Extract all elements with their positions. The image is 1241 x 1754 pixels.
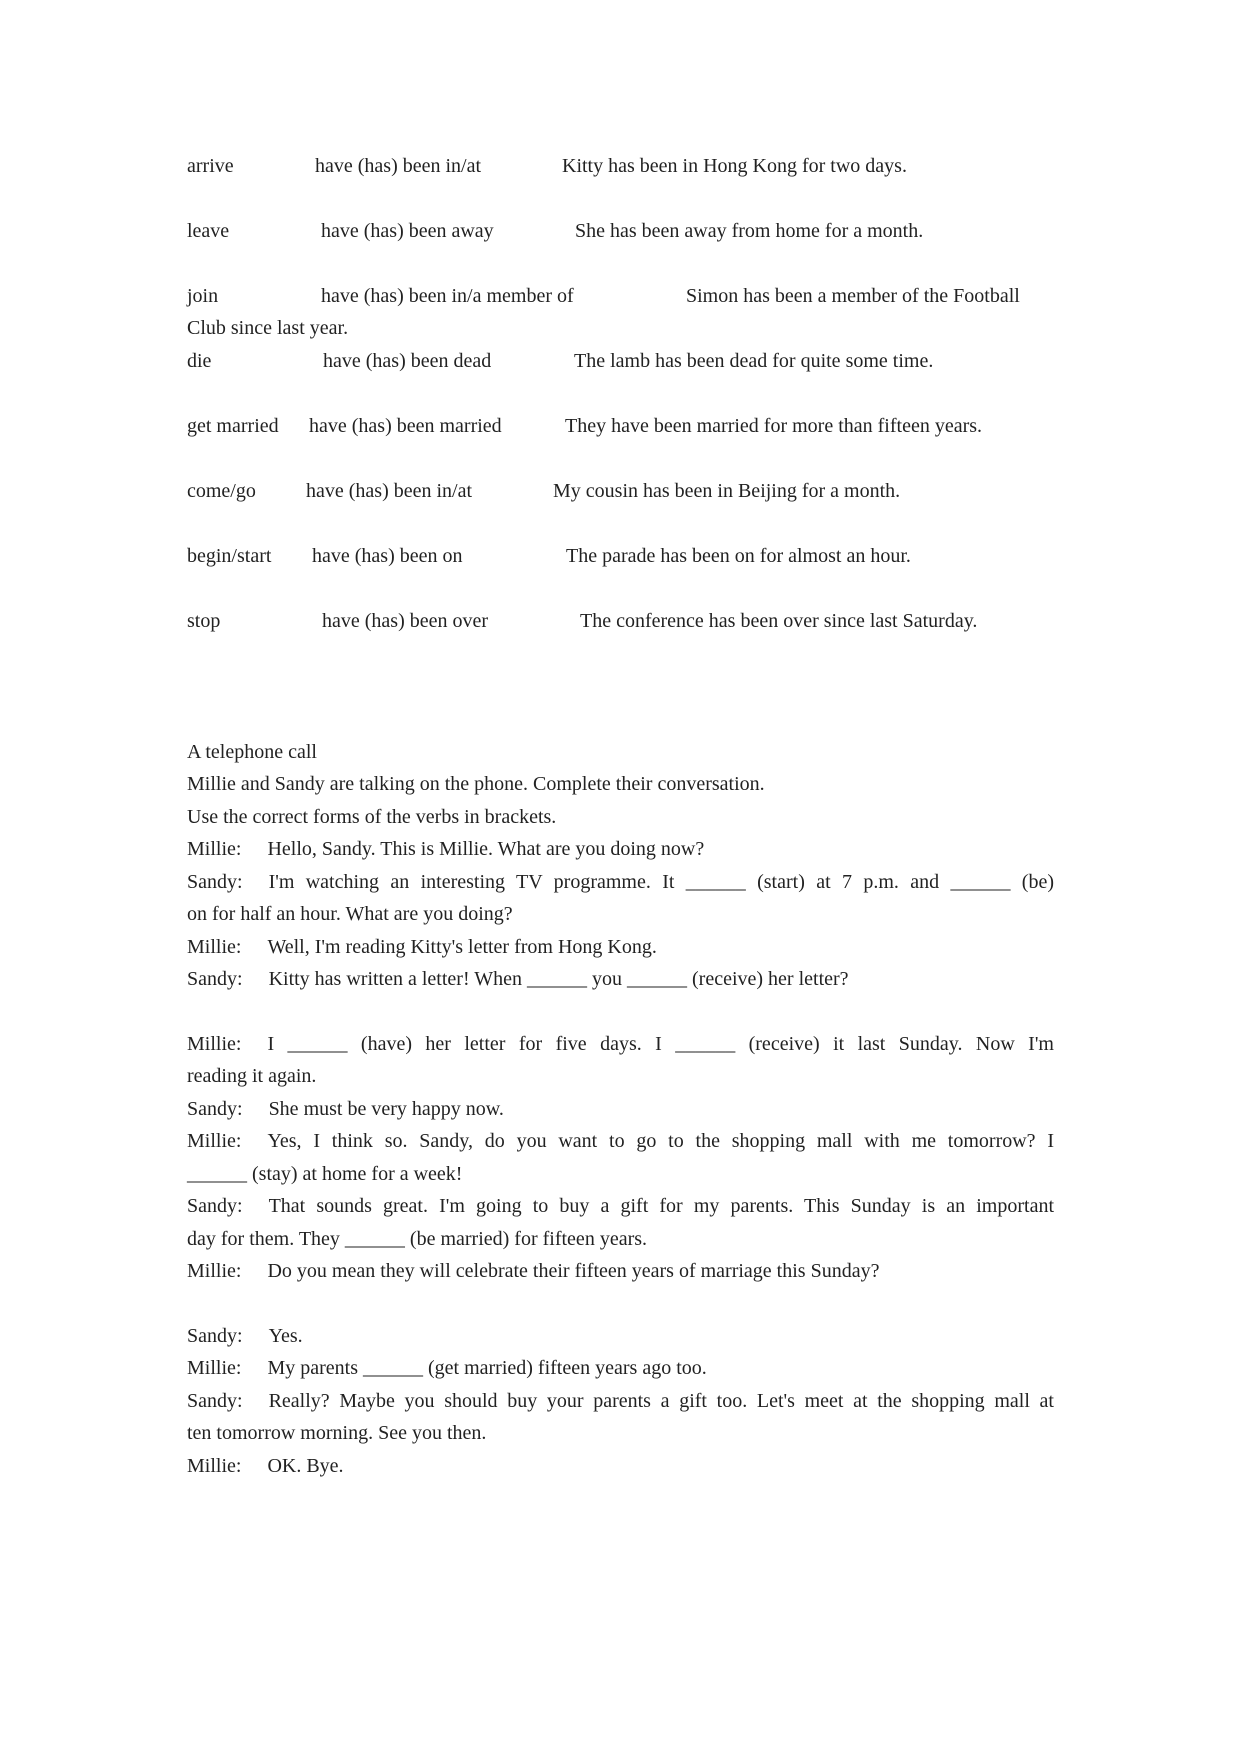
dialogue-text: day for them. They ______ (be married) for fifteen years. bbox=[187, 1228, 648, 1250]
dialogue-text: I'm watching an interesting TV programme. It ______ (start) at 7 p.m. and ______ (be) bbox=[268, 871, 1054, 893]
verb-row bbox=[0, 214, 1241, 248]
verb-cell: die bbox=[187, 350, 212, 372]
example-cell-continued: Club since last year. bbox=[187, 317, 349, 339]
dialogue-text: My parents ______ (get married) fifteen years ago too. bbox=[267, 1357, 707, 1379]
dialogue-text: Yes, I think so. Sandy, do you want to go to the shopping mall with me tomorrow? I bbox=[267, 1130, 1054, 1152]
example-cell: Kitty has been in Hong Kong for two days. bbox=[562, 155, 907, 177]
verb-row bbox=[0, 344, 1241, 378]
dialogue-line-continued bbox=[187, 1158, 1054, 1190]
verb-row-continuation bbox=[0, 311, 1241, 345]
example-cell: The conference has been over since last Saturday. bbox=[580, 610, 978, 632]
verb-cell: join bbox=[187, 285, 219, 307]
dialogue-line bbox=[187, 1190, 1054, 1222]
dialogue-text: reading it again. bbox=[187, 1065, 317, 1087]
verb-row bbox=[0, 279, 1241, 313]
dialogue-text: Yes. bbox=[268, 1325, 303, 1347]
speaker-label: Sandy: bbox=[187, 1195, 243, 1217]
phrase-cell: have (has) been dead bbox=[323, 350, 492, 372]
exercise-instruction: Millie and Sandy are talking on the phone. Complete their conversation. bbox=[187, 773, 765, 795]
dialogue-line bbox=[187, 1320, 1054, 1352]
phrase-cell: have (has) been away bbox=[321, 220, 494, 242]
verb-row bbox=[0, 409, 1241, 443]
dialogue-line bbox=[187, 1255, 1054, 1287]
dialogue-line-continued bbox=[187, 1223, 1054, 1255]
phrase-cell: have (has) been over bbox=[322, 610, 489, 632]
verb-cell: get married bbox=[187, 415, 279, 437]
verb-cell: leave bbox=[187, 220, 230, 242]
phrase-cell: have (has) been in/a member of bbox=[321, 285, 574, 307]
dialogue-line bbox=[187, 931, 1054, 963]
speaker-label: Millie: bbox=[187, 1033, 242, 1055]
verb-row bbox=[0, 149, 1241, 183]
dialogue-line bbox=[187, 1385, 1054, 1417]
dialogue-text: She must be very happy now. bbox=[268, 1098, 504, 1120]
dialogue-line bbox=[187, 1028, 1054, 1060]
phrase-cell: have (has) been married bbox=[309, 415, 502, 437]
example-cell: My cousin has been in Beijing for a month. bbox=[553, 480, 901, 502]
exercise-title: A telephone call bbox=[187, 741, 317, 763]
verb-cell: begin/start bbox=[187, 545, 272, 567]
dialogue-text: Hello, Sandy. This is Millie. What are you doing now? bbox=[267, 838, 705, 860]
verb-cell: come/go bbox=[187, 480, 256, 502]
speaker-label: Sandy: bbox=[187, 968, 243, 990]
verb-row bbox=[0, 604, 1241, 638]
verb-cell: arrive bbox=[187, 155, 234, 177]
dialogue-line-continued bbox=[187, 1060, 1054, 1092]
dialogue-text: ten tomorrow morning. See you then. bbox=[187, 1422, 487, 1444]
dialogue-line bbox=[187, 963, 1054, 995]
dialogue-line-continued bbox=[187, 1417, 1054, 1449]
dialogue-line bbox=[187, 866, 1054, 898]
dialogue-text: Kitty has written a letter! When ______ you ______ (receive) her letter? bbox=[268, 968, 849, 990]
speaker-label: Sandy: bbox=[187, 871, 243, 893]
verb-row bbox=[0, 539, 1241, 573]
dialogue-text: That sounds great. I'm going to buy a gift for my parents. This Sunday is an important bbox=[268, 1195, 1054, 1217]
dialogue-line-continued bbox=[187, 898, 1054, 930]
example-cell: The lamb has been dead for quite some time. bbox=[574, 350, 934, 372]
example-cell: Simon has been a member of the Football bbox=[686, 285, 1020, 307]
speaker-label: Millie: bbox=[187, 1130, 242, 1152]
exercise-instruction: Use the correct forms of the verbs in brackets. bbox=[187, 806, 557, 828]
dialogue-text: ______ (stay) at home for a week! bbox=[187, 1163, 463, 1185]
example-cell: They have been married for more than fifteen years. bbox=[565, 415, 983, 437]
speaker-label: Millie: bbox=[187, 1357, 242, 1379]
dialogue-text: I ______ (have) her letter for five days. I ______ (receive) it last Sunday. Now I'm bbox=[267, 1033, 1054, 1055]
dialogue-line bbox=[187, 1125, 1054, 1157]
speaker-label: Millie: bbox=[187, 1260, 242, 1282]
speaker-label: Millie: bbox=[187, 1455, 242, 1477]
dialogue-text: Well, I'm reading Kitty's letter from Hong Kong. bbox=[267, 936, 657, 958]
dialogue-line bbox=[187, 1093, 1054, 1125]
example-cell: The parade has been on for almost an hour. bbox=[566, 545, 911, 567]
speaker-label: Sandy: bbox=[187, 1390, 243, 1412]
dialogue-line bbox=[187, 1352, 1054, 1384]
example-cell: She has been away from home for a month. bbox=[575, 220, 924, 242]
speaker-label: Sandy: bbox=[187, 1098, 243, 1120]
phrase-cell: have (has) been in/at bbox=[306, 480, 473, 502]
dialogue-text: Really? Maybe you should buy your parents a gift too. Let's meet at the shopping mall at bbox=[268, 1390, 1054, 1412]
dialogue-line bbox=[187, 833, 1054, 865]
phrase-cell: have (has) been in/at bbox=[315, 155, 482, 177]
verb-row bbox=[0, 474, 1241, 508]
speaker-label: Sandy: bbox=[187, 1325, 243, 1347]
dialogue-text: OK. Bye. bbox=[267, 1455, 344, 1477]
dialogue-text: on for half an hour. What are you doing? bbox=[187, 903, 513, 925]
speaker-label: Millie: bbox=[187, 936, 242, 958]
verb-cell: stop bbox=[187, 610, 221, 632]
phrase-cell: have (has) been on bbox=[312, 545, 463, 567]
speaker-label: Millie: bbox=[187, 838, 242, 860]
dialogue-text: Do you mean they will celebrate their fifteen years of marriage this Sunday? bbox=[267, 1260, 880, 1282]
dialogue-line bbox=[187, 1450, 1054, 1482]
